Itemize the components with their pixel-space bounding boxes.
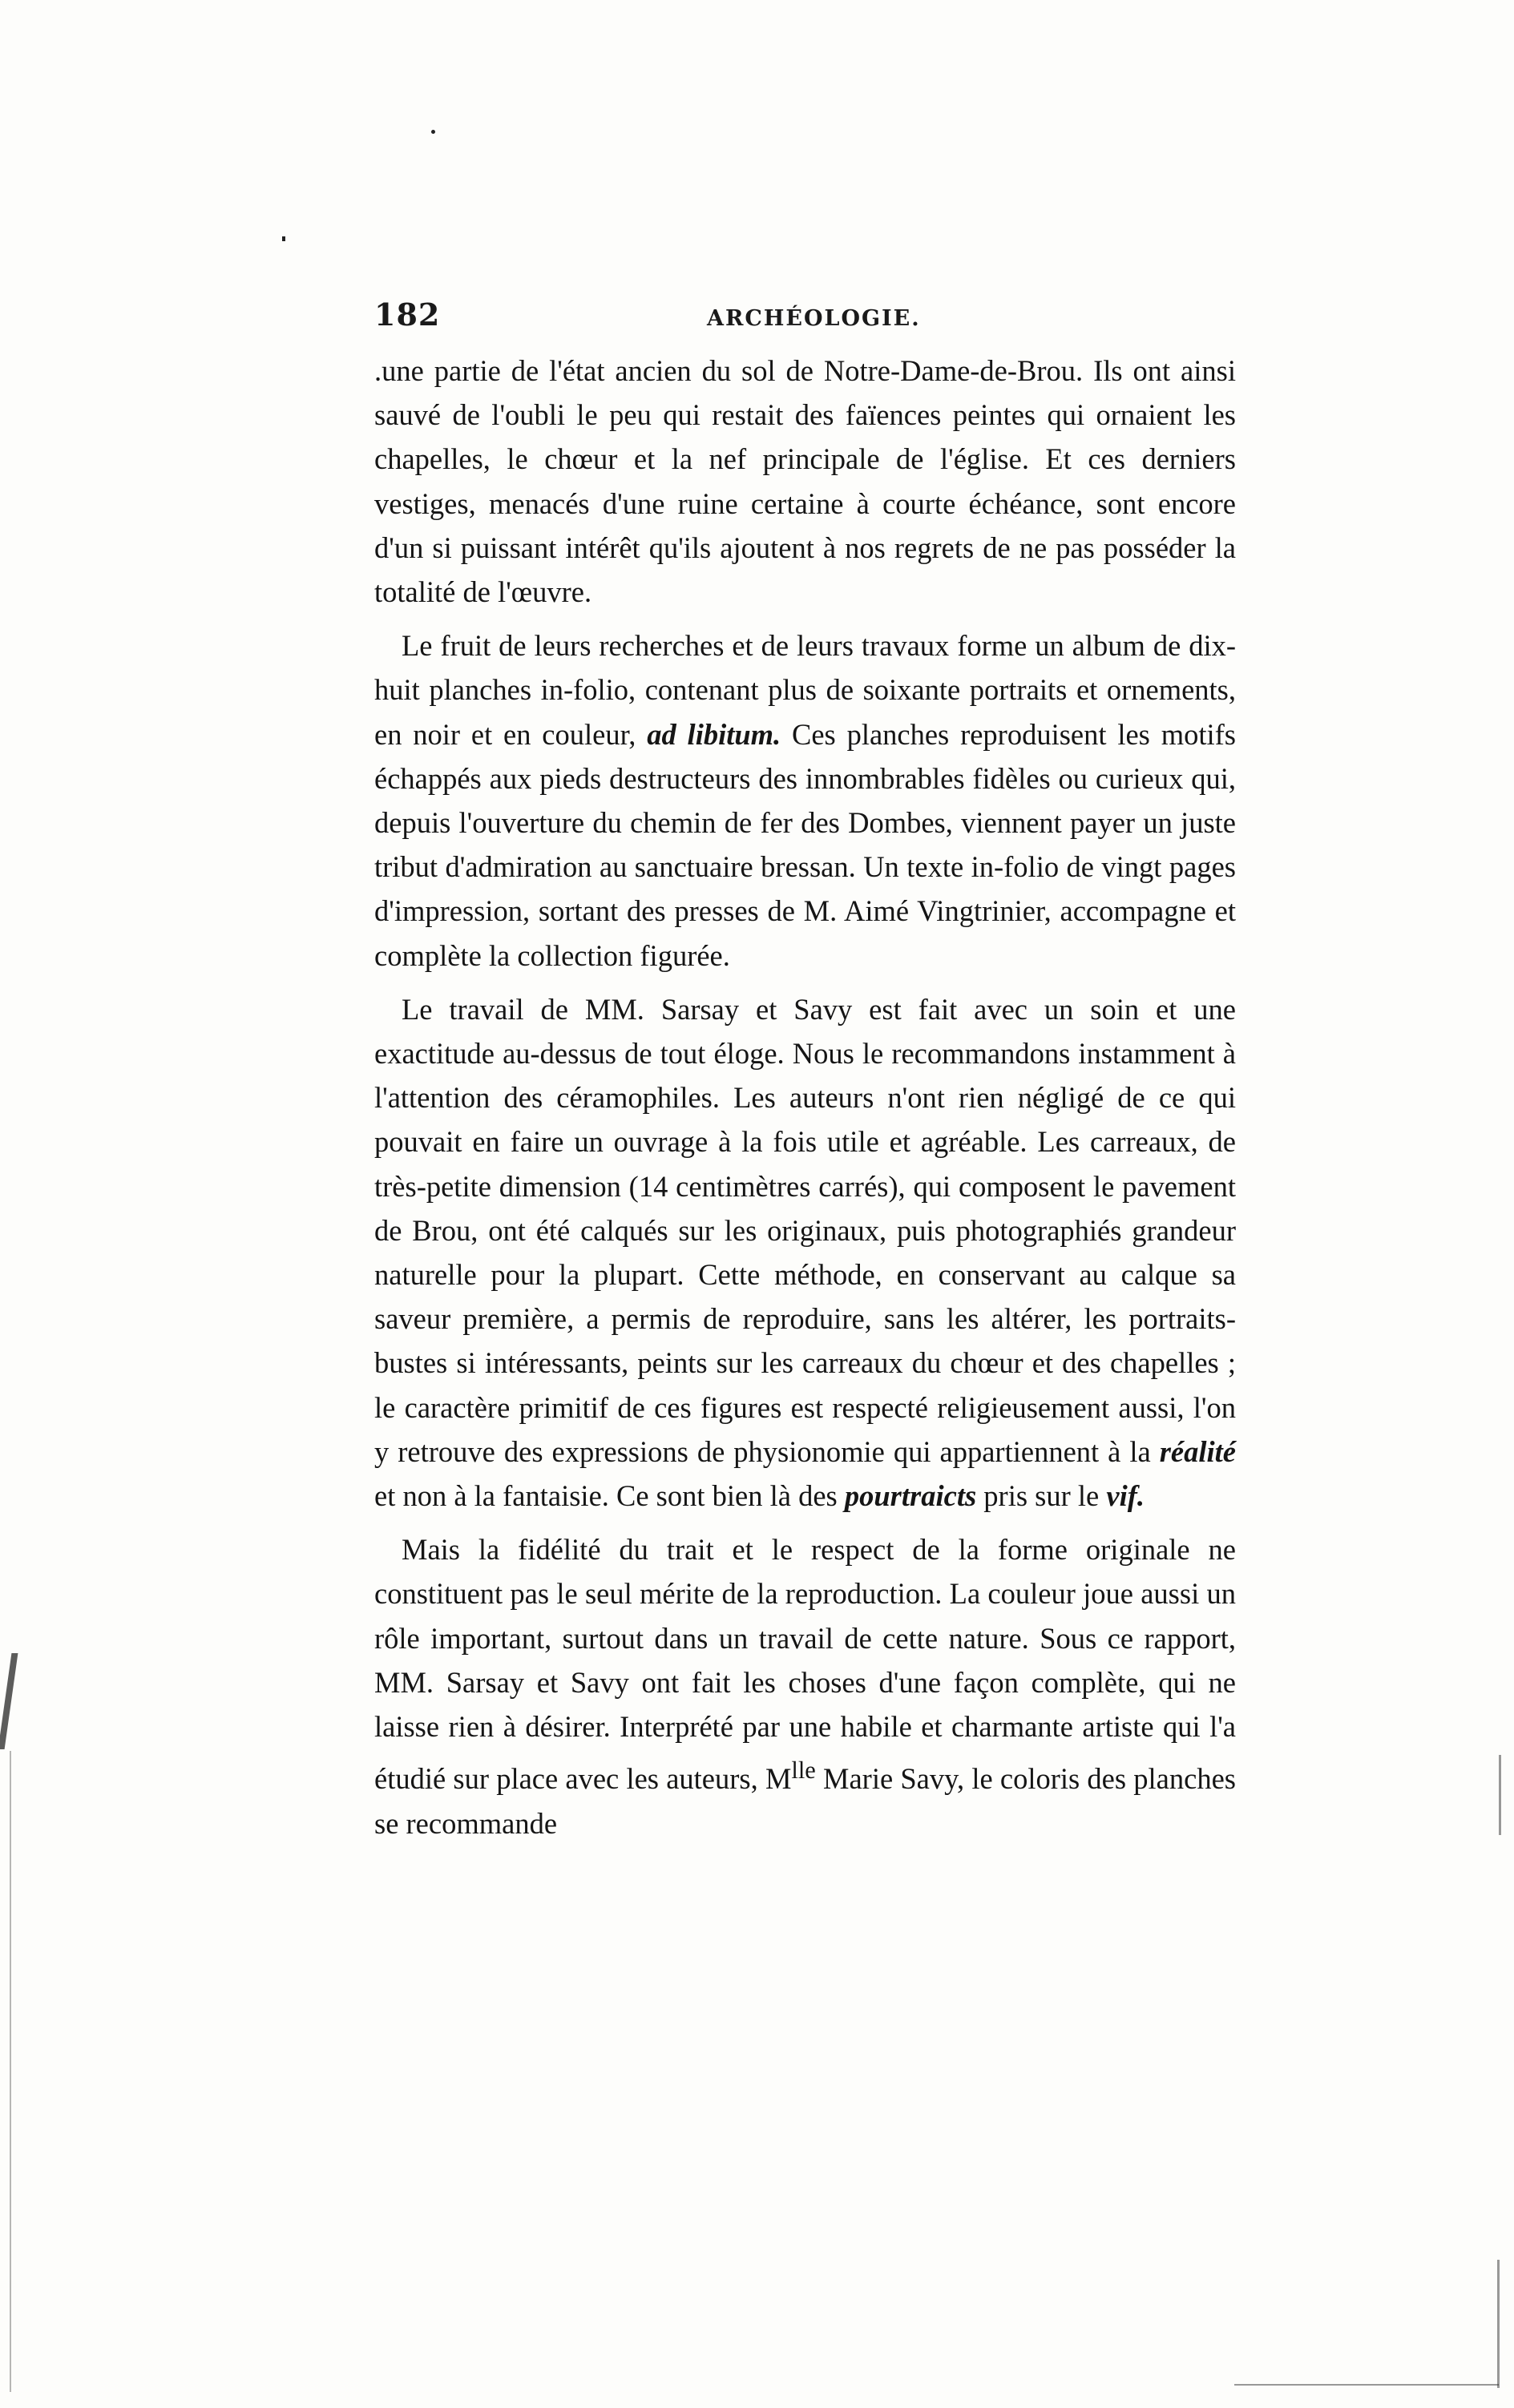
binding-edge-mark [0, 1653, 18, 1749]
page-header [374, 296, 1236, 345]
right-edge-line-bottom [1497, 2260, 1500, 2388]
running-head: ARCHÉOLOGIE. [707, 306, 921, 331]
paragraph-2-text-a: Le fruit de leurs recherches et de leurs travaux forme un album de dix-huit planches in-folio, contenant plus de soixante portraits et ornements, en noir et en couleur, [374, 629, 1236, 751]
page-number: 182 [374, 296, 441, 333]
bottom-edge-line [1234, 2384, 1499, 2386]
scan-speck-top [431, 130, 435, 134]
binding-edge-line [10, 1751, 11, 2392]
paragraph-1: .une partie de l'état ancien du sol de Notre-Dame-de-Brou. Ils ont ainsi sauvé de l'oubli le peu qui restait des faïences peintes qui ornaient les chapelles, le chœur et la nef principale de l'église. Et ces derniers vestiges, menacés d'une ruine certaine à courte échéance, sont encore d'un si puissant intérêt qu'ils ajoutent à nos regrets de ne pas posséder la totalité de l'œuvre. [374, 354, 1236, 609]
paragraph-3-italic-3: vif. [1106, 1479, 1145, 1513]
paragraph-3 [374, 987, 1236, 1518]
paragraph-2-text-b: Ces planches reproduisent les motifs échappés aux pieds destructeurs des innombrables fidèles ou curieux qui, depuis l'ouverture du chemin de fer des Dombes, viennent payer un juste tribut d'admiration au sanctuaire bressan. Un texte in-folio de vingt pages d'impression, sortant des presses de M. Aimé Vingtrinier, accompagne et complète la collection figurée. [374, 717, 1236, 972]
paragraph-4-text-b: Marie Savy, le coloris des planches se recommande [374, 1762, 1236, 1840]
paragraph-4 [374, 1527, 1236, 1845]
body-text [374, 349, 1236, 1845]
paragraph-4-text-a: Mais la fidélité du trait et le respect de la forme originale ne constituent pas le seul mérite de la reproduction. La couleur joue aussi un rôle important, surtout dans un travail de cette nature. Sous ce rapport, MM. Sarsay et Savy ont fait les choses d'une façon complète, qui ne laisse rien à désirer. Interprété par une habile et charmante artiste qui l'a étudié sur place avec les auteurs, M [374, 1533, 1236, 1796]
paragraph-3-italic-2: pourtraicts [844, 1479, 977, 1513]
right-edge-mark [1499, 1755, 1501, 1835]
paragraph-3-text-b: et non à la fantaisie. Ce sont bien là des [374, 1479, 845, 1513]
paragraph-2-italic: ad libitum. [647, 717, 781, 751]
paragraph-3-italic-1: réalité [1159, 1434, 1236, 1468]
scan-speck-left [282, 236, 285, 241]
paragraph-2 [374, 623, 1236, 978]
paragraph-4-superscript: lle [791, 1757, 816, 1785]
paragraph-3-text-c: pris sur le [976, 1479, 1107, 1513]
paragraph-3-text-a: Le travail de MM. Sarsay et Savy est fait avec un soin et une exactitude au-dessus de tout éloge. Nous le recommandons instamment à l'attention des céramophiles. Les auteurs n'ont rien négligé de ce qui pouvait en faire un ouvrage à la fois utile et agréable. Les carreaux, de très-petite dimension (14 centimètres carrés), qui composent le pavement de Brou, ont été calqués sur les originaux, puis photographiés grandeur naturelle pour la plupart. Cette méthode, en conservant au calque sa saveur première, a permis de reproduire, sans les altérer, les portraits-bustes si intéressants, peints sur les carreaux du chœur et des chapelles ; le caractère primitif de ces figures est respecté religieusement aussi, l'on y retrouve des expressions de physionomie qui appartiennent à la [374, 992, 1236, 1468]
